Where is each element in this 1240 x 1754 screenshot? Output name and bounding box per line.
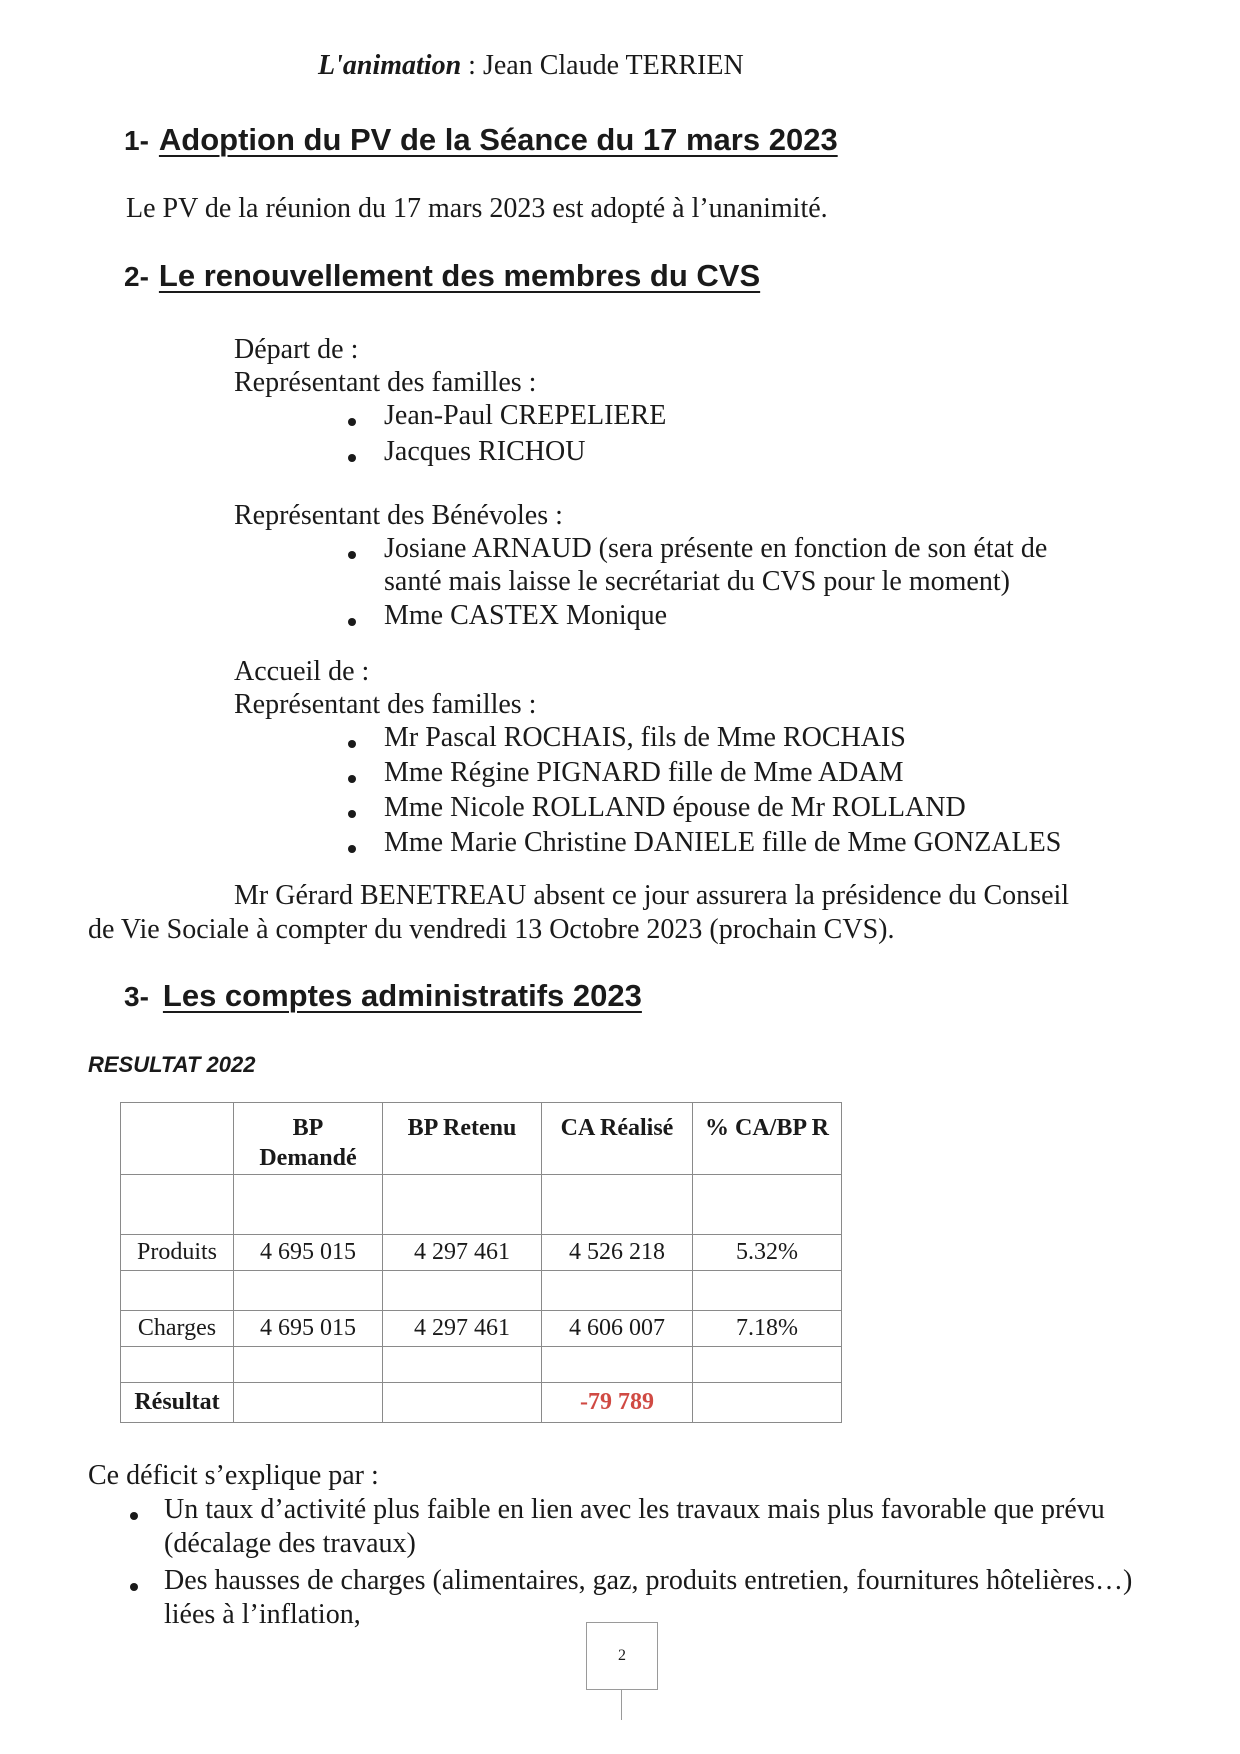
accueil-famille-3: Mme Nicole ROLLAND épouse de Mr ROLLAND [384,792,966,823]
section-1-title: Adoption du PV de la Séance du 17 mars 2023 [158,122,838,157]
row-label: Résultat [121,1383,234,1423]
table-row [121,1311,842,1347]
table-header: BP Retenu [383,1103,542,1175]
table-cell [693,1383,842,1423]
section-2-number: 2- [124,261,149,292]
accueil-famille-2: Mme Régine PIGNARD fille de Mme ADAM [384,757,904,788]
section-3-title: Les comptes administratifs 2023 [162,978,642,1013]
table-header: CA Réalisé [542,1103,693,1175]
table-cell: 4 606 007 [542,1311,693,1347]
accueil-label: Accueil de : [234,656,370,687]
bullet-icon [348,418,356,426]
table-row [121,1235,842,1271]
section-2-heading [124,258,760,294]
row-label: Produits [121,1235,234,1271]
table-spacer-row [121,1347,842,1383]
presidence-line1: Mr Gérard BENETREAU absent ce jour assurera la présidence du Conseil [234,880,1070,911]
benevole-1-line2: santé mais laisse le secrétariat du CVS pour le moment) [384,566,1010,597]
accueil-rep-familles-label: Représentant des familles : [234,689,537,720]
table-header: % CA/BP R [693,1103,842,1175]
section-2-title: Le renouvellement des membres du CVS [158,258,761,293]
section-3-number: 3- [124,981,149,1012]
section-1-text: Le PV de la réunion du 17 mars 2023 est adopté à l’unanimité. [126,193,828,224]
reason-1-line1: Un taux d’activité plus faible en lien avec les travaux mais plus favorable que prévu [164,1494,1105,1525]
presidence-line2: de Vie Sociale à compter du vendredi 13 Octobre 2023 (prochain CVS). [88,914,895,945]
table-corner-cell [121,1103,234,1175]
table-cell: 7.18% [693,1311,842,1347]
table-cell [234,1383,383,1423]
animation-label: L'animation [318,50,462,81]
section-1-heading [124,122,838,158]
animator-name: Jean Claude TERRIEN [482,50,744,81]
table-header: BP Demandé [234,1103,383,1175]
bullet-icon [348,775,356,783]
reason-2-line1: Des hausses de charges (alimentaires, gaz, produits entretien, fournitures hôtelières…) [164,1565,1133,1596]
bullet-icon [348,454,356,462]
section-1-number: 1- [124,125,149,156]
depart-label: Départ de : [234,334,359,365]
table-row [121,1383,842,1423]
rep-benevoles-label: Représentant des Bénévoles : [234,500,563,531]
deficit-intro: Ce déficit s’explique par : [88,1460,379,1491]
bullet-icon [348,551,356,559]
deficit-value: -79 789 [542,1383,693,1423]
table-cell: 5.32% [693,1235,842,1271]
bullet-icon [130,1512,138,1520]
page-number: 2 [586,1622,658,1690]
results-table [120,1102,842,1423]
table-cell: 4 695 015 [234,1235,383,1271]
page-number-tick [621,1690,622,1720]
rep-familles-label: Représentant des familles : [234,367,537,398]
table-cell [383,1383,542,1423]
table-cell: 4 297 461 [383,1235,542,1271]
reason-2-line2: liées à l’inflation, [164,1599,361,1630]
depart-famille-2: Jacques RICHOU [384,436,586,467]
bullet-icon [348,845,356,853]
benevole-1-line1: Josiane ARNAUD (sera présente en fonction de son état de [384,533,1048,564]
table-cell: 4 695 015 [234,1311,383,1347]
bullet-icon [348,740,356,748]
animation-separator: : [461,50,483,81]
table-spacer-row [121,1175,842,1235]
accueil-famille-1: Mr Pascal ROCHAIS, fils de Mme ROCHAIS [384,722,906,753]
table-cell: 4 297 461 [383,1311,542,1347]
row-label: Charges [121,1311,234,1347]
bullet-icon [348,810,356,818]
benevole-2: Mme CASTEX Monique [384,600,668,631]
table-header-row [121,1103,842,1175]
accueil-famille-4: Mme Marie Christine DANIELE fille de Mme GONZALES [384,827,1062,858]
bullet-icon [130,1583,138,1591]
table-cell: 4 526 218 [542,1235,693,1271]
reason-1-line2: (décalage des travaux) [164,1528,416,1559]
animation-line [318,50,744,82]
result-title: RESULTAT 2022 [88,1052,256,1077]
section-3-heading [124,978,642,1014]
table-spacer-row [121,1271,842,1311]
depart-famille-1: Jean-Paul CREPELIERE [384,400,667,431]
bullet-icon [348,618,356,626]
